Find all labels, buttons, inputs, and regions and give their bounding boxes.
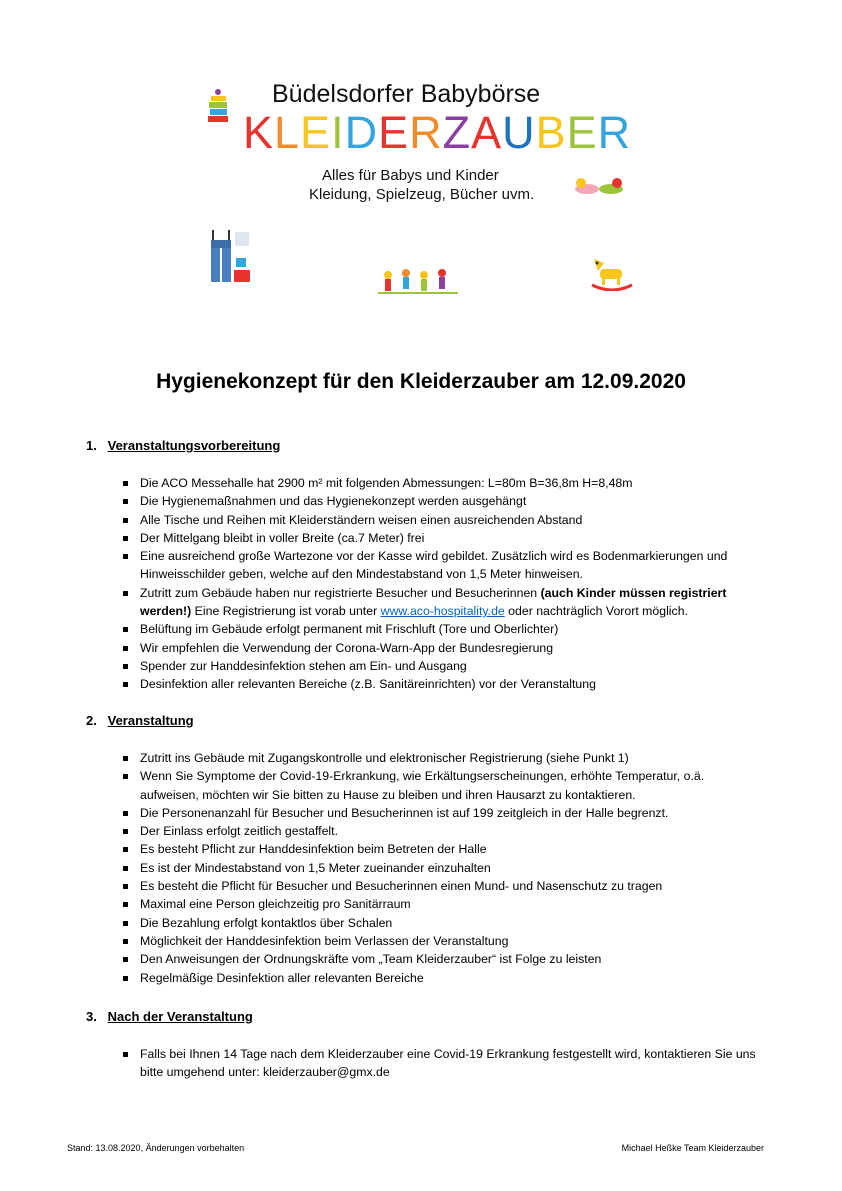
list-item: Möglichkeit der Handdesinfektion beim Verlassen der Veranstaltung xyxy=(122,932,762,950)
section-number: 2. xyxy=(86,713,97,728)
list-item: Die Bezahlung erfolgt kontaktlos über Schalen xyxy=(122,914,762,932)
page-title: Hygienekonzept für den Kleiderzauber am 12.09.2020 xyxy=(156,370,686,393)
list-item: Belüftung im Gebäude erfolgt permanent mit Frischluft (Tore und Oberlichter) xyxy=(122,620,762,638)
brand-letter: B xyxy=(535,107,567,158)
section-number: 3. xyxy=(86,1009,97,1024)
list-item: Der Einlass erfolgt zeitlich gestaffelt. xyxy=(122,822,762,840)
list-item: Es besteht die Pflicht für Besucher und Besucherinnen einen Mund- und Nasenschutz zu tragen xyxy=(122,877,762,895)
brand-letter: E xyxy=(378,107,410,158)
book-stack-icon xyxy=(205,88,231,128)
preparation-list xyxy=(122,474,762,694)
list-item-emphasis: (auch Kinder müssen registriert werden!) xyxy=(140,585,727,619)
section-heading-preparation xyxy=(86,438,280,453)
section-heading-after-event xyxy=(86,1009,253,1024)
brand-letter: D xyxy=(344,107,379,158)
children-lying-icon xyxy=(573,175,625,197)
brand-letter: K xyxy=(243,107,275,158)
footer-status: Stand: 13.08.2020, Änderungen vorbehalten xyxy=(67,1143,245,1153)
brand-letter: R xyxy=(597,107,632,158)
section-number: 1. xyxy=(86,438,97,453)
brand-letter: I xyxy=(331,107,345,158)
list-item: Regelmäßige Desinfektion aller relevanten Bereiche xyxy=(122,969,762,987)
brand-tagline-1: Alles für Babys und Kinder xyxy=(322,167,499,184)
list-item: Die ACO Messehalle hat 2900 m² mit folgenden Abmessungen: L=80m B=36,8m H=8,48m xyxy=(122,474,762,492)
event-list xyxy=(122,749,762,987)
brand-letter: E xyxy=(566,107,598,158)
list-item: Es besteht Pflicht zur Handdesinfektion beim Betreten der Halle xyxy=(122,840,762,858)
brand-tagline-2: Kleidung, Spielzeug, Bücher uvm. xyxy=(309,186,535,203)
section-title: Veranstaltungsvorbereitung xyxy=(107,438,281,453)
brand-letter: A xyxy=(471,107,503,158)
brand-letter: U xyxy=(502,107,536,158)
list-item: Der Mittelgang bleibt in voller Breite (ca.7 Meter) frei xyxy=(122,529,762,547)
brand-name: Büdelsdorfer Babybörse xyxy=(272,80,541,108)
list-item: Wir empfehlen die Verwendung der Corona-Warn-App der Bundesregierung xyxy=(122,639,762,657)
list-item-text: Eine Registrierung ist vorab unter xyxy=(191,604,381,619)
list-item: Wenn Sie Symptome der Covid-19-Erkrankung, wie Erkältungserscheinungen, erhöhte Temperatur, o.ä. aufweisen, möchten wir Sie bitten zu Hause zu bleiben und ihren Hausarzt zu kontaktieren. xyxy=(122,767,762,804)
logo-header xyxy=(0,0,842,310)
list-item: Eine ausreichend große Wartezone vor der Kasse wird gebildet. Zusätzlich wird es Bodenmarkierungen und Hinweisschilder geben, welche auf den Mindestabstand von 1,5 Meter hinweisen. xyxy=(122,547,762,584)
list-item: Zutritt ins Gebäude mit Zugangskontrolle und elektronischer Registrierung (siehe Punkt 1) xyxy=(122,749,762,767)
list-item: Den Anweisungen der Ordnungskräfte vom „Team Kleiderzauber“ ist Folge zu leisten xyxy=(122,950,762,968)
section-heading-event xyxy=(86,713,194,728)
brand-letter: Z xyxy=(442,107,472,158)
brand-letter: L xyxy=(274,107,301,158)
brand-letter: R xyxy=(409,107,443,158)
section-title: Veranstaltung xyxy=(107,713,194,728)
list-item-text: Zutritt zum Gebäude haben nur registrierte Besucher und Besucherinnen xyxy=(140,585,541,600)
brand-letter: E xyxy=(300,107,332,158)
list-item: Falls bei Ihnen 14 Tage nach dem Kleiderzauber eine Covid-19 Erkrankung festgestellt wird, kontaktieren Sie uns bitte umgehend unter: kleiderzauber@gmx.de xyxy=(122,1045,762,1082)
list-item: Alle Tische und Reihen mit Kleiderständern weisen einen ausreichenden Abstand xyxy=(122,511,762,529)
brand-wordmark xyxy=(243,107,632,158)
after-event-list xyxy=(122,1045,762,1082)
list-item xyxy=(122,584,762,621)
registration-link[interactable]: www.aco-hospitality.de xyxy=(380,604,505,619)
list-item: Die Hygienemaßnahmen und das Hygienekonzept werden ausgehängt xyxy=(122,492,762,510)
rocking-horse-icon xyxy=(590,255,634,291)
list-item: Desinfektion aller relevanten Bereiche (z.B. Sanitäreinrichten) vor der Veranstaltung xyxy=(122,675,762,693)
footer-author: Michael Heßke Team Kleiderzauber xyxy=(621,1143,764,1153)
list-item-text: oder nachträglich Vorort möglich. xyxy=(504,604,688,619)
clothes-icon xyxy=(203,230,255,290)
list-item: Spender zur Handdesinfektion stehen am Ein- und Ausgang xyxy=(122,657,762,675)
list-item: Die Personenanzahl für Besucher und Besucherinnen ist auf 199 zeitgleich in der Halle begrenzt. xyxy=(122,804,762,822)
list-item: Es ist der Mindestabstand von 1,5 Meter zueinander einzuhalten xyxy=(122,859,762,877)
section-title: Nach der Veranstaltung xyxy=(107,1009,253,1024)
list-item: Maximal eine Person gleichzeitig pro Sanitärraum xyxy=(122,895,762,913)
playing-children-icon xyxy=(378,265,458,297)
